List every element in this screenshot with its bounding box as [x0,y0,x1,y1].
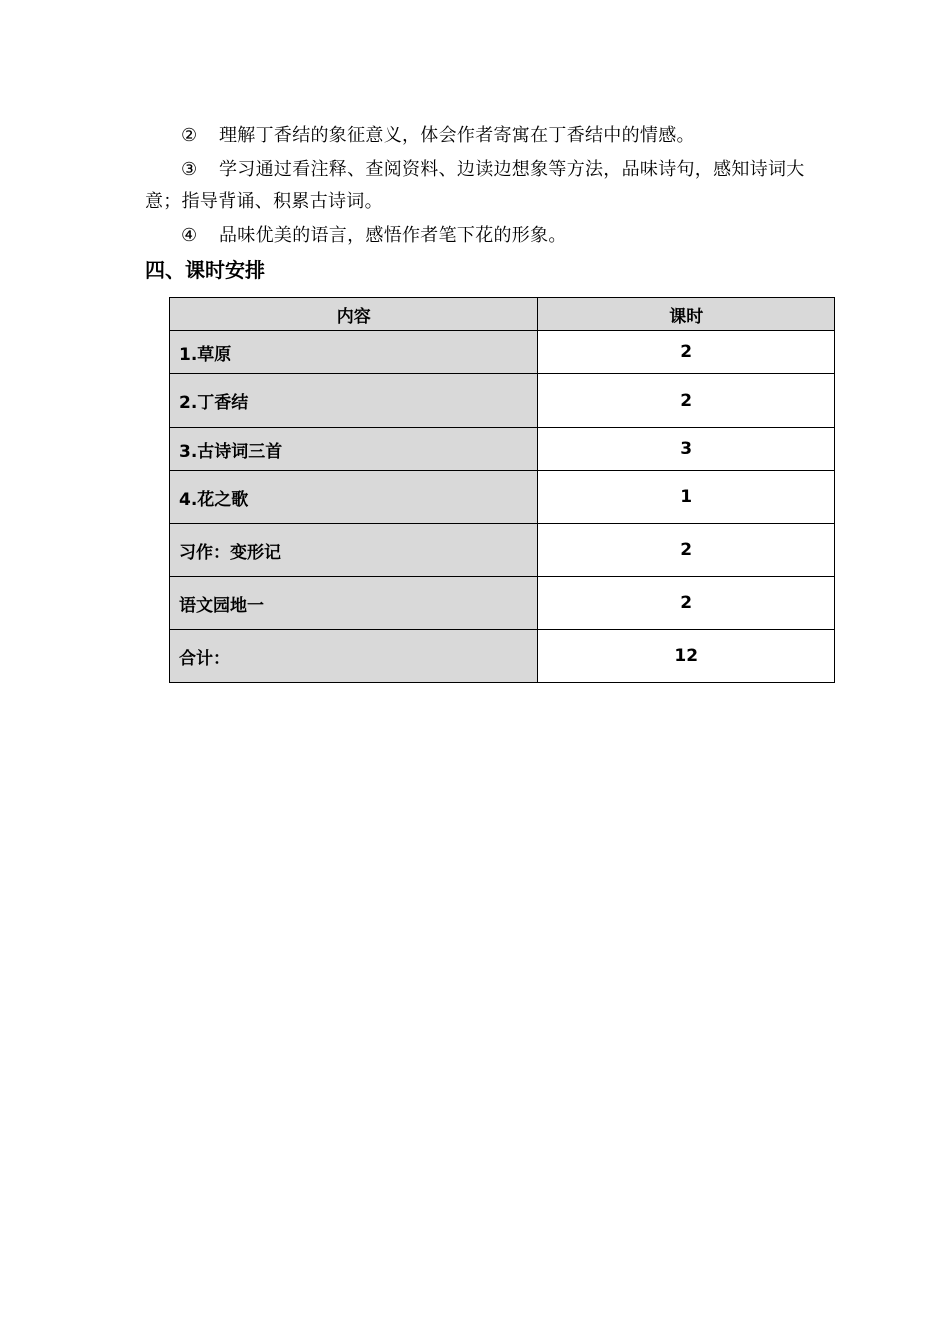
lesson-hours: 2 [538,331,835,374]
lesson-content: 4.花之歌 [170,471,538,524]
objective-text: 品味优美的语言，感悟作者笔下花的形象。 [219,225,567,246]
objective-number: ④ [181,225,198,246]
lesson-hours: 1 [538,471,835,524]
lesson-hours: 2 [538,524,835,577]
header-hours: 课时 [538,298,835,331]
table-row [170,471,835,524]
objective-item-3 [145,154,810,218]
objective-text: 理解丁香结的象征意义，体会作者寄寓在丁香结中的情感。 [219,125,695,146]
total-label: 合计： [170,630,538,683]
table-row [170,374,835,428]
table-row [170,524,835,577]
section-heading: 四、课时安排 [145,258,265,282]
lesson-content: 习作：变形记 [170,524,538,577]
lesson-content: 1.草原 [170,331,538,374]
table-row [170,428,835,471]
objective-number: ② [181,125,198,146]
objective-text: 学习通过看注释、查阅资料、边读边想象等方法，品味诗句，感知诗词大意；指导背诵、积累古诗词。 [145,159,805,212]
lesson-hours: 3 [538,428,835,471]
table-header-row [170,298,835,331]
objective-item-4 [145,220,810,252]
objective-number: ③ [181,159,198,180]
schedule-table [169,297,835,683]
table-row [170,331,835,374]
lesson-hours: 2 [538,577,835,630]
lesson-content: 3.古诗词三首 [170,428,538,471]
table-total-row [170,630,835,683]
lesson-hours: 2 [538,374,835,428]
total-hours: 12 [538,630,835,683]
table-row [170,577,835,630]
objective-item-2 [145,120,810,152]
lesson-content: 语文园地一 [170,577,538,630]
header-content: 内容 [170,298,538,331]
lesson-content: 2.丁香结 [170,374,538,428]
